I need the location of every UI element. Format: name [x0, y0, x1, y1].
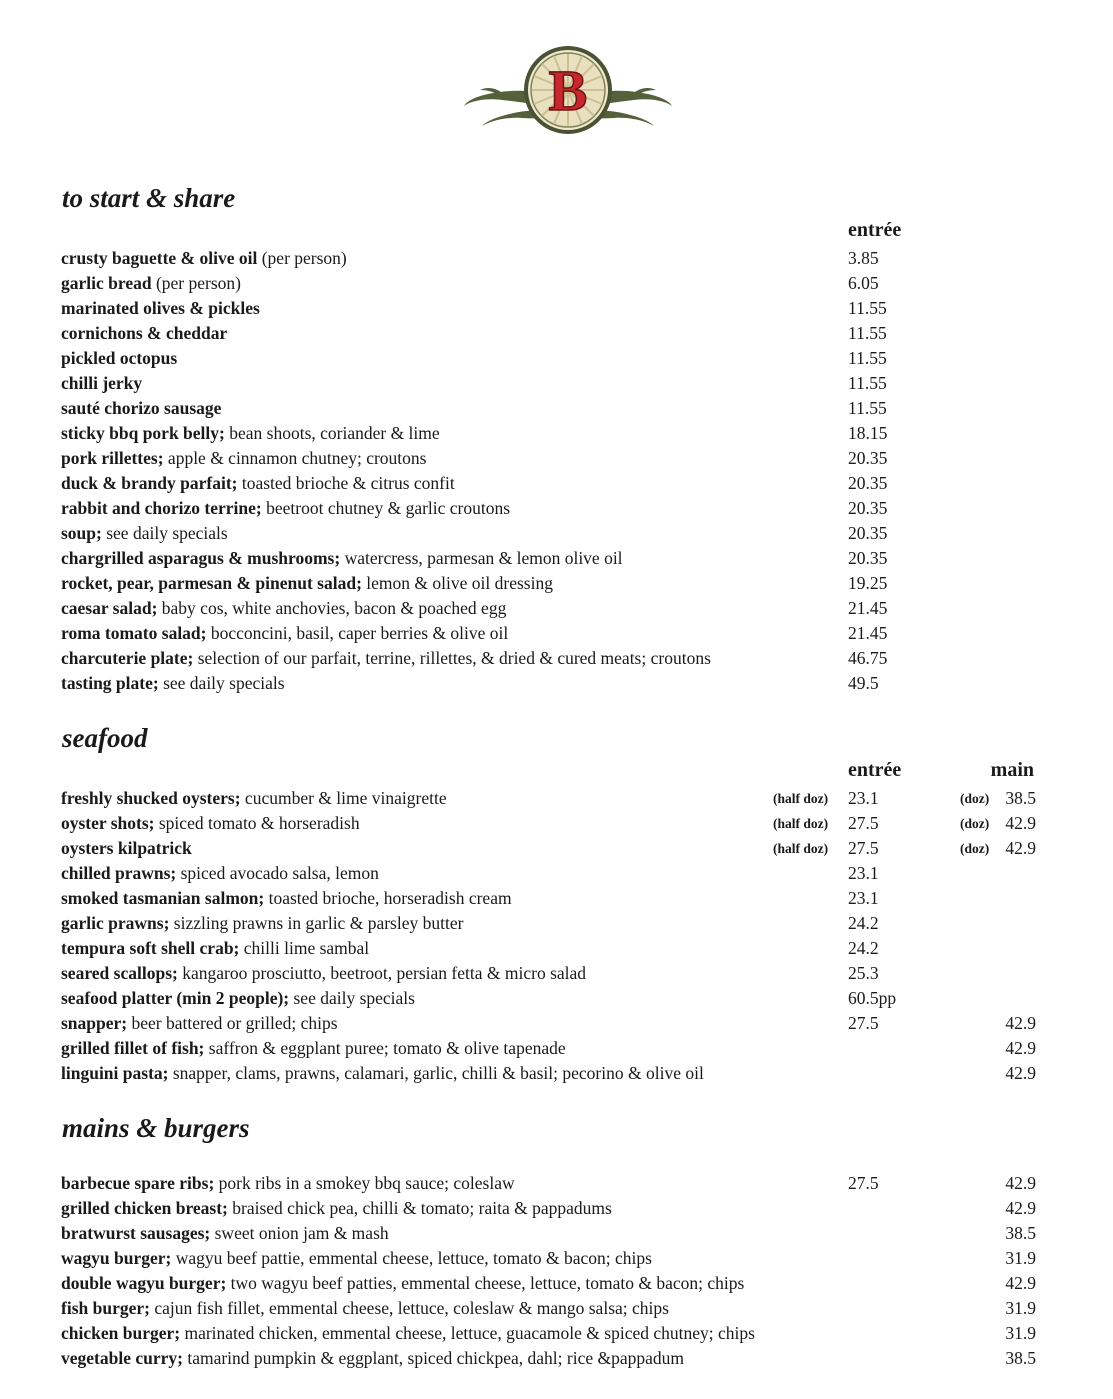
menu-item — [0, 886, 1113, 911]
menu-item — [0, 1036, 1113, 1061]
menu-item — [0, 1011, 1113, 1036]
main-price: 31.9 — [1005, 1248, 1036, 1268]
entree-price: 20.35 — [848, 523, 888, 543]
entree-price: 27.5 — [848, 838, 879, 858]
menu-item-description: beer battered or grilled; chips — [127, 1013, 338, 1033]
menu-item — [0, 271, 1113, 296]
entree-price: 20.35 — [848, 448, 888, 468]
menu-item — [0, 1296, 1113, 1321]
menu-item — [0, 671, 1113, 696]
menu-item-description: toasted brioche & citrus confit — [237, 473, 455, 493]
menu-item-text — [61, 986, 415, 1011]
entree-price: 27.5 — [848, 1013, 879, 1033]
entree-price: 20.35 — [848, 498, 888, 518]
entree-price: 11.55 — [848, 348, 887, 368]
menu-item-text — [61, 1271, 744, 1296]
entree-price: 11.55 — [848, 398, 887, 418]
menu-item-description: apple & cinnamon chutney; croutons — [163, 448, 427, 468]
menu-item-name: chicken burger; — [61, 1323, 181, 1343]
entree-price: 25.3 — [848, 963, 879, 983]
entree-price: 23.1 — [848, 863, 879, 883]
entree-price: 11.55 — [848, 298, 887, 318]
main-portion-label: (doz) — [960, 816, 990, 831]
menu-item — [0, 296, 1113, 321]
menu-item-name: tasting plate; — [61, 673, 159, 693]
entree-price: 23.1 — [848, 788, 879, 808]
menu-item-description: kangaroo prosciutto, beetroot, persian fetta & micro salad — [177, 963, 587, 983]
menu-item-name: cornichons & cheddar — [61, 323, 228, 343]
menu-item-description: toasted brioche, horseradish cream — [264, 888, 512, 908]
menu-item-name: marinated olives & pickles — [61, 298, 260, 318]
entree-price: 27.5 — [848, 813, 879, 833]
entree-price: 21.45 — [848, 598, 888, 618]
menu-item-name: snapper; — [61, 1013, 128, 1033]
menu-item-text — [61, 1061, 704, 1086]
menu-item — [0, 421, 1113, 446]
menu-item-name: seared scallops; — [61, 963, 178, 983]
main-price: 42.9 — [1005, 1013, 1036, 1033]
main-price: 42.9 — [1005, 813, 1036, 833]
menu-item-text — [61, 496, 510, 521]
menu-item — [0, 646, 1113, 671]
entree-price: 23.1 — [848, 888, 879, 908]
menu-item-description: see daily specials — [101, 523, 228, 543]
entree-price: 24.2 — [848, 913, 879, 933]
column-header-main: main — [990, 759, 1034, 781]
menu-item-text — [61, 571, 553, 596]
menu-item-text — [61, 861, 379, 886]
menu-item — [0, 986, 1113, 1011]
menu-item-description: bean shoots, coriander & lime — [224, 423, 440, 443]
menu-item-text — [61, 596, 506, 621]
section-title-mains-and-burgers: mains & burgers — [62, 1113, 250, 1143]
menu-item — [0, 1221, 1113, 1246]
menu-item-name: duck & brandy parfait; — [61, 473, 238, 493]
main-price: 42.9 — [1005, 1038, 1036, 1058]
menu-item — [0, 811, 1113, 836]
menu-item — [0, 371, 1113, 396]
menu-item-name: rocket, pear, parmesan & pinenut salad; — [61, 573, 362, 593]
menu-item-text — [61, 1346, 684, 1371]
menu-item-text — [61, 296, 260, 321]
menu-item-description: marinated chicken, emmental cheese, lettuce, guacamole & spiced chutney; chips — [180, 1323, 755, 1343]
main-price: 42.9 — [1005, 838, 1036, 858]
menu-item-description: spiced avocado salsa, lemon — [176, 863, 379, 883]
menu-item-text — [61, 1011, 338, 1036]
menu-item-description: baby cos, white anchovies, bacon & poached egg — [157, 598, 507, 618]
menu-item-name: fish burger; — [61, 1298, 150, 1318]
menu-item-name: oysters kilpatrick — [61, 838, 192, 858]
menu-item-text — [61, 786, 447, 811]
menu-item-description: cucumber & lime vinaigrette — [240, 788, 447, 808]
menu-item-name: tempura soft shell crab; — [61, 938, 240, 958]
menu-item-name: rabbit and chorizo terrine; — [61, 498, 262, 518]
menu-item-description: sizzling prawns in garlic & parsley butter — [169, 913, 464, 933]
menu-item-text — [61, 321, 227, 346]
entree-portion-label: (half doz) — [773, 816, 829, 831]
menu-item-description: chilli lime sambal — [239, 938, 370, 958]
menu-item-name: grilled chicken breast; — [61, 1198, 228, 1218]
menu-item — [0, 521, 1113, 546]
entree-price: 49.5 — [848, 673, 879, 693]
menu-item-name: sticky bbq pork belly; — [61, 423, 225, 443]
menu-item-text — [61, 936, 369, 961]
main-price: 31.9 — [1005, 1323, 1036, 1343]
menu-item — [0, 546, 1113, 571]
menu-item-text — [61, 421, 440, 446]
menu-item-text — [61, 836, 192, 861]
menu-item — [0, 961, 1113, 986]
menu-item-text — [61, 1036, 566, 1061]
menu-item-name: grilled fillet of fish; — [61, 1038, 205, 1058]
menu-item — [0, 836, 1113, 861]
menu-item-name: roma tomato salad; — [61, 623, 207, 643]
restaurant-logo — [462, 44, 674, 136]
menu-item — [0, 396, 1113, 421]
entree-portion-label: (half doz) — [773, 841, 829, 856]
menu-item-name: bratwurst sausages; — [61, 1223, 211, 1243]
main-price: 42.9 — [1005, 1198, 1036, 1218]
main-price: 38.5 — [1005, 788, 1036, 808]
menu-item-description: (per person) — [257, 248, 347, 268]
menu-item-text — [61, 1296, 669, 1321]
entree-price: 19.25 — [848, 573, 888, 593]
main-price: 31.9 — [1005, 1298, 1036, 1318]
menu-item — [0, 571, 1113, 596]
main-price: 42.9 — [1005, 1273, 1036, 1293]
logo-badge — [524, 46, 612, 134]
menu-item — [0, 861, 1113, 886]
menu-item-text — [61, 546, 623, 571]
menu-item-text — [61, 671, 285, 696]
menu-item-text — [61, 271, 241, 296]
menu-item-description: sweet onion jam & mash — [210, 1223, 389, 1243]
entree-price: 20.35 — [848, 473, 888, 493]
menu-item-text — [61, 1221, 389, 1246]
menu-item-description: beetroot chutney & garlic croutons — [261, 498, 511, 518]
entree-price: 21.45 — [848, 623, 888, 643]
menu-item-text — [61, 446, 426, 471]
menu-item-name: vegetable curry; — [61, 1348, 183, 1368]
menu-item — [0, 936, 1113, 961]
menu-item — [0, 471, 1113, 496]
menu-item-name: crusty baguette & olive oil — [61, 248, 258, 268]
menu-item-name: chilled prawns; — [61, 863, 177, 883]
main-portion-label: (doz) — [960, 841, 990, 856]
menu-item-name: seafood platter (min 2 people); — [61, 988, 290, 1008]
menu-item-description: wagyu beef pattie, emmental cheese, lettuce, tomato & bacon; chips — [171, 1248, 652, 1268]
entree-portion-label: (half doz) — [773, 791, 829, 806]
menu-item-text — [61, 886, 512, 911]
entree-price: 11.55 — [848, 323, 887, 343]
menu-item-text — [61, 1171, 515, 1196]
menu-item-name: smoked tasmanian salmon; — [61, 888, 265, 908]
menu-item-description: bocconcini, basil, caper berries & olive oil — [206, 623, 509, 643]
entree-price: 20.35 — [848, 548, 888, 568]
menu-item-description: spiced tomato & horseradish — [154, 813, 360, 833]
entree-price: 11.55 — [848, 373, 887, 393]
menu-item-description: tamarind pumpkin & eggplant, spiced chickpea, dahl; rice &pappadum — [182, 1348, 685, 1368]
menu-item-description: watercress, parmesan & lemon olive oil — [340, 548, 623, 568]
main-portion-label: (doz) — [960, 791, 990, 806]
menu-item-description: selection of our parfait, terrine, rillettes, & dried & cured meats; croutons — [193, 648, 711, 668]
menu-item-text — [61, 811, 360, 836]
menu-item-text — [61, 396, 221, 421]
menu-item-text — [61, 911, 463, 936]
menu-item — [0, 1271, 1113, 1296]
menu-item — [0, 1196, 1113, 1221]
menu-item-description: see daily specials — [289, 988, 415, 1008]
menu-item — [0, 496, 1113, 521]
menu-item — [0, 446, 1113, 471]
menu-item-name: sauté chorizo sausage — [61, 398, 222, 418]
menu-item-name: double wagyu burger; — [61, 1273, 227, 1293]
entree-price: 60.5pp — [848, 988, 897, 1008]
entree-price: 3.85 — [848, 248, 879, 268]
menu-item-name: soup; — [61, 523, 102, 543]
menu-item — [0, 621, 1113, 646]
menu-item-text — [61, 961, 586, 986]
menu-item-description: (per person) — [151, 273, 241, 293]
menu-item — [0, 346, 1113, 371]
menu-item — [0, 1171, 1113, 1196]
menu-item-text — [61, 346, 177, 371]
main-price: 38.5 — [1005, 1348, 1036, 1368]
main-price: 38.5 — [1005, 1223, 1036, 1243]
menu-item-name: chilli jerky — [61, 373, 143, 393]
menu-item-text — [61, 371, 142, 396]
menu-item-text — [61, 471, 455, 496]
menu-item-name: freshly shucked oysters; — [61, 788, 241, 808]
menu-item-description: two wagyu beef patties, emmental cheese, lettuce, tomato & bacon; chips — [226, 1273, 745, 1293]
menu-item-description: saffron & eggplant puree; tomato & olive tapenade — [204, 1038, 566, 1058]
menu-item-description: see daily specials — [158, 673, 285, 693]
menu-item-description: braised chick pea, chilli & tomato; raita & pappadums — [227, 1198, 612, 1218]
menu-item-text — [61, 521, 228, 546]
menu-item-name: charcuterie plate; — [61, 648, 194, 668]
menu-item — [0, 1061, 1113, 1086]
menu-item-text — [61, 1196, 612, 1221]
menu-item-description: snapper, clams, prawns, calamari, garlic, chilli & basil; pecorino & olive oil — [168, 1063, 704, 1083]
menu-item-name: pork rillettes; — [61, 448, 164, 468]
menu-item-text — [61, 1321, 755, 1346]
menu-item-name: wagyu burger; — [61, 1248, 172, 1268]
menu-item — [0, 246, 1113, 271]
menu-item — [0, 321, 1113, 346]
menu-item-text — [61, 646, 711, 671]
main-price: 42.9 — [1005, 1173, 1036, 1193]
menu-item-name: garlic bread — [61, 273, 152, 293]
menu-item — [0, 1321, 1113, 1346]
section-title-to-start-and-share: to start & share — [62, 183, 236, 213]
menu-item — [0, 786, 1113, 811]
entree-price: 18.15 — [848, 423, 888, 443]
entree-price: 6.05 — [848, 273, 879, 293]
entree-price: 46.75 — [848, 648, 888, 668]
logo-letter: B — [548, 58, 588, 123]
menu-item-name: linguini pasta; — [61, 1063, 169, 1083]
entree-price: 27.5 — [848, 1173, 879, 1193]
menu-item-text — [61, 1246, 652, 1271]
main-price: 42.9 — [1005, 1063, 1036, 1083]
menu-item-name: caesar salad; — [61, 598, 158, 618]
menu-item-name: chargrilled asparagus & mushrooms; — [61, 548, 341, 568]
menu-item-name: oyster shots; — [61, 813, 155, 833]
menu-item-text — [61, 246, 347, 271]
menu-item — [0, 596, 1113, 621]
menu-item — [0, 911, 1113, 936]
menu-item — [0, 1246, 1113, 1271]
column-header-entree: entrée — [848, 759, 902, 781]
menu-item-name: pickled octopus — [61, 348, 178, 368]
menu-item-name: barbecue spare ribs; — [61, 1173, 215, 1193]
menu-item-description: pork ribs in a smokey bbq sauce; coleslaw — [214, 1173, 515, 1193]
column-header-entree: entrée — [848, 219, 902, 241]
menu-item-description: cajun fish fillet, emmental cheese, lettuce, coleslaw & mango salsa; chips — [149, 1298, 669, 1318]
menu-item-name: garlic prawns; — [61, 913, 170, 933]
menu-item-text — [61, 621, 508, 646]
menu-item-description: lemon & olive oil dressing — [361, 573, 553, 593]
section-title-seafood: seafood — [62, 723, 148, 753]
entree-price: 24.2 — [848, 938, 879, 958]
menu-item — [0, 1346, 1113, 1371]
